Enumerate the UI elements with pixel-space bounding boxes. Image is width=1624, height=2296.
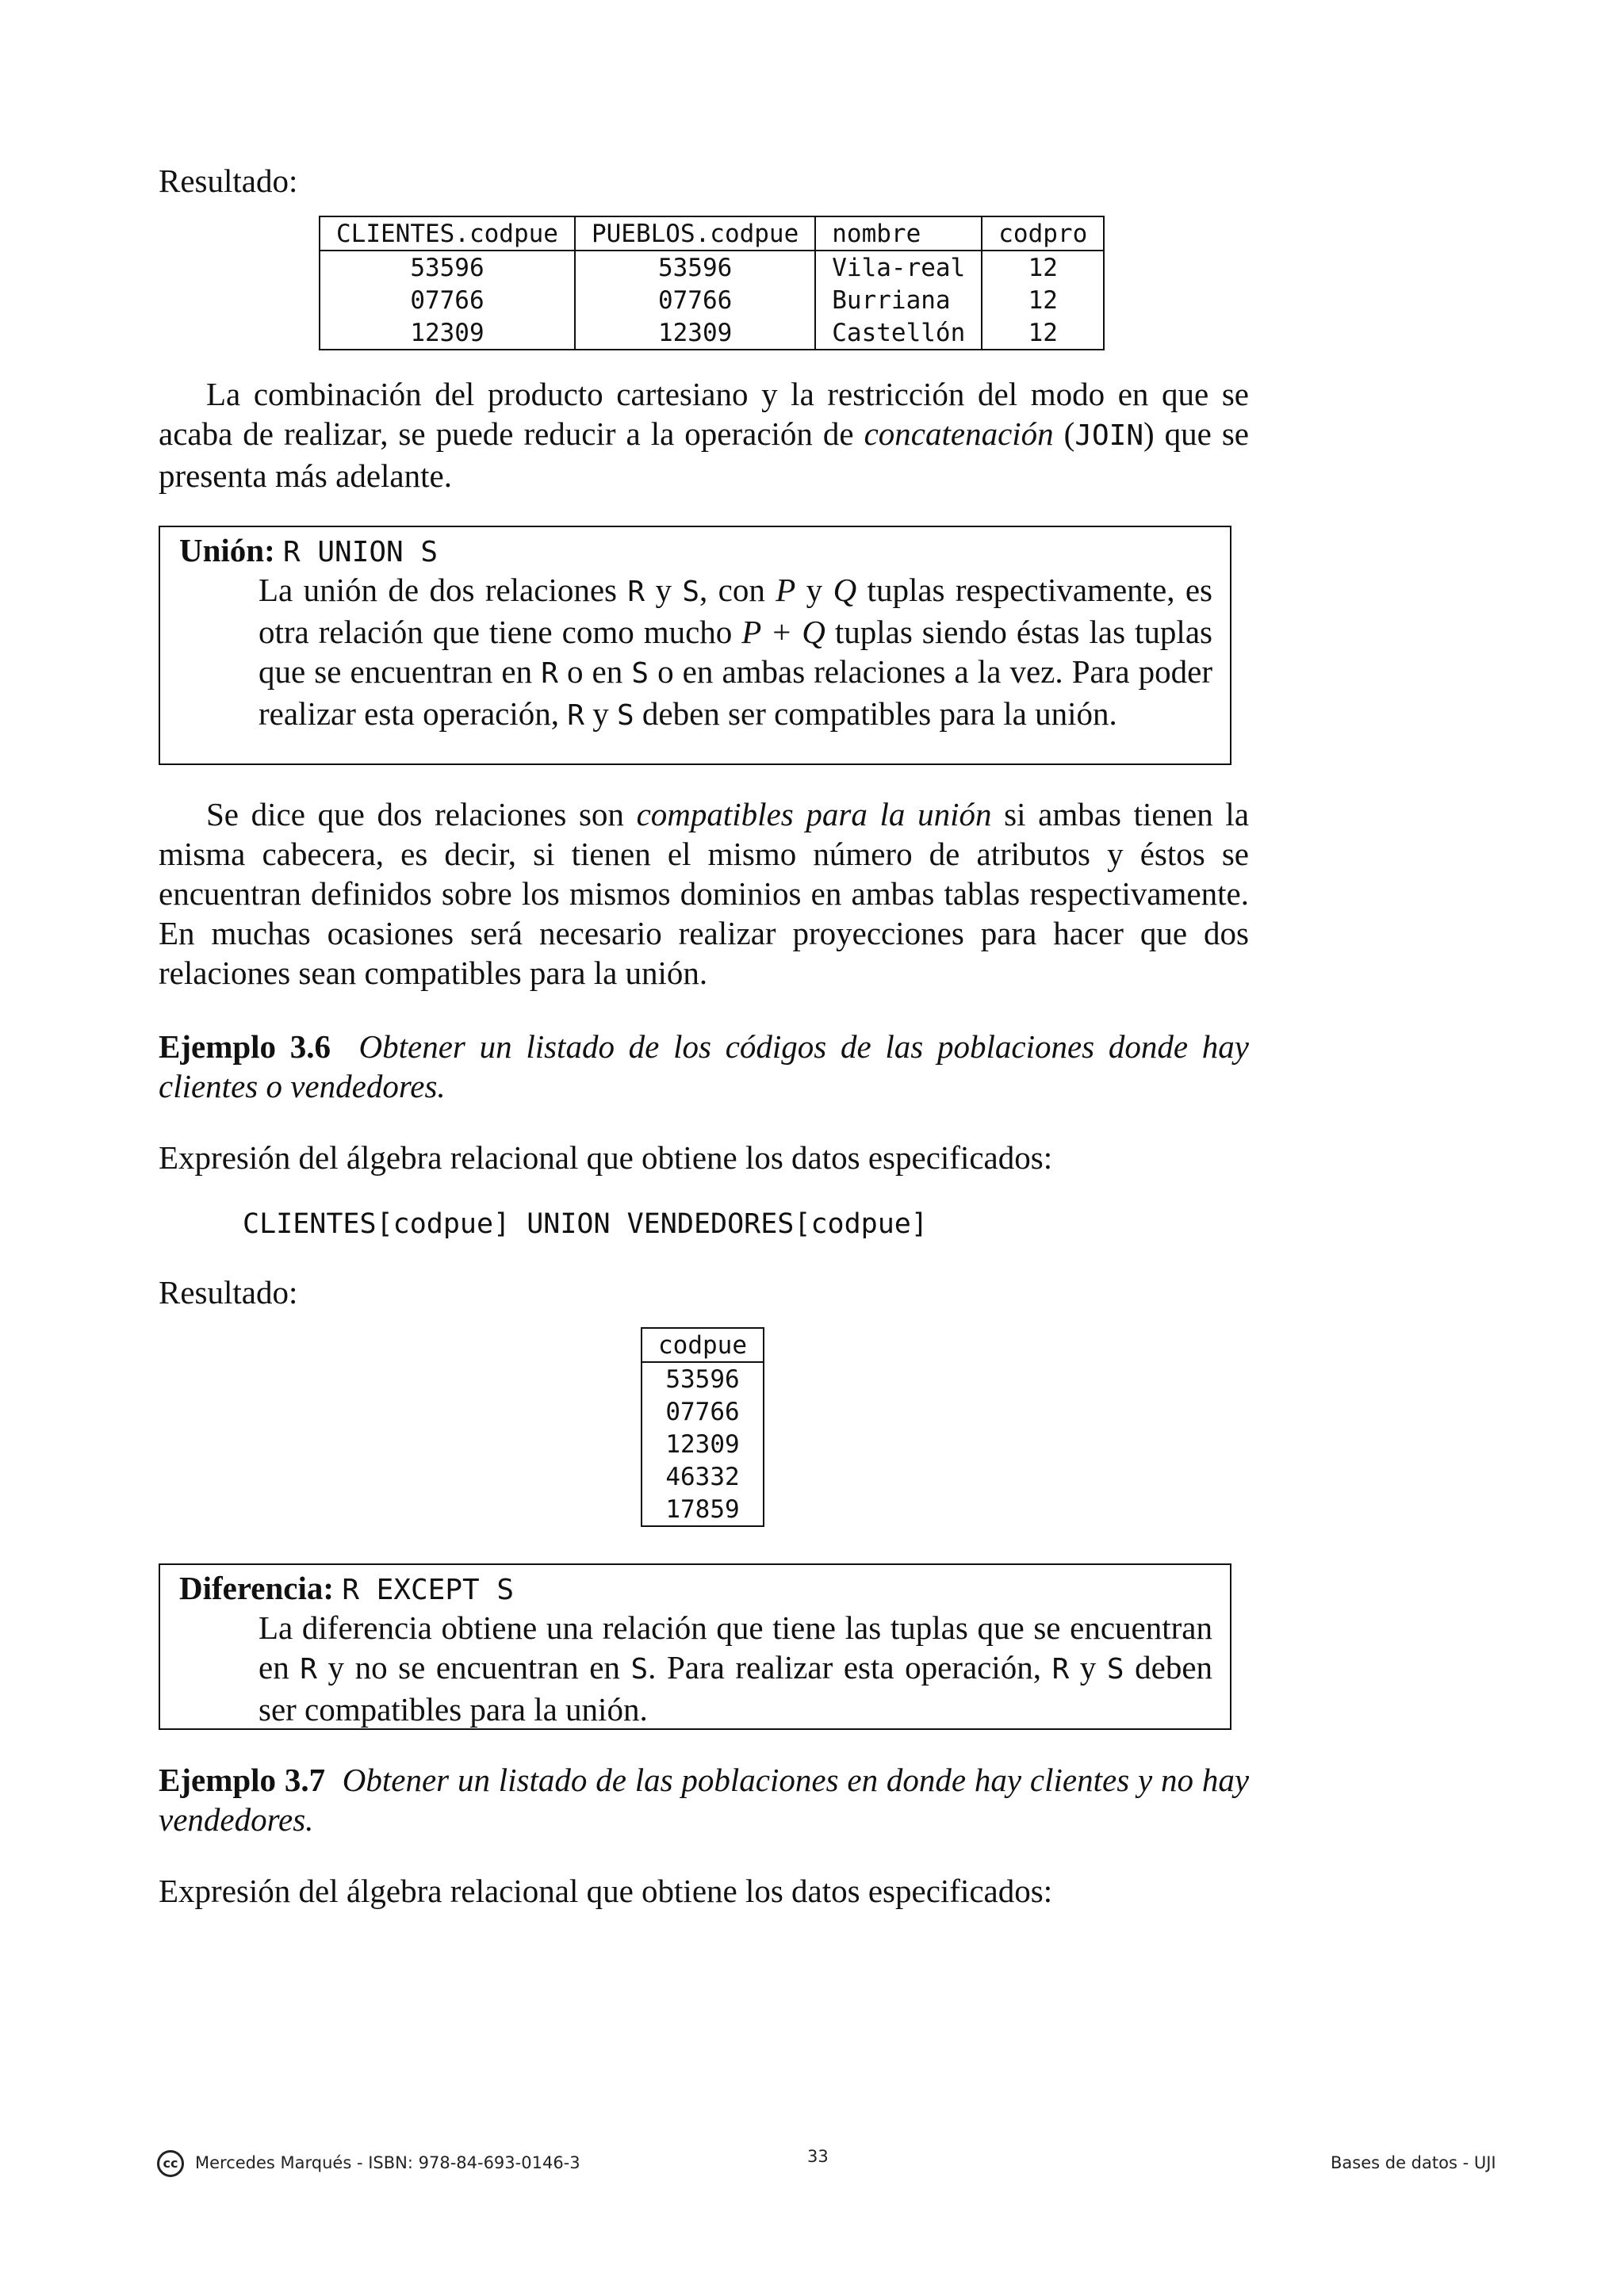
table-cell: 53596 xyxy=(320,251,575,284)
table-cell: 12 xyxy=(982,316,1104,350)
table-cell: 12309 xyxy=(320,316,575,350)
paragraph-join: La combinación del producto cartesiano y la restricción del modo en que se acaba de realizar, se puede reducir a la operación de concatenación (JOIN) que se presenta más adelante. xyxy=(159,376,1249,494)
table-row xyxy=(320,251,1104,284)
footer-author: Mercedes Marqués - ISBN: 978-84-693-0146-3 xyxy=(195,2153,580,2172)
creative-commons-icon: cc xyxy=(157,2150,184,2177)
column-header: codpue xyxy=(642,1328,764,1362)
definition-box-difference xyxy=(159,1563,1231,1730)
page-number: 33 xyxy=(807,2147,829,2166)
table-cell: Burriana xyxy=(815,284,982,316)
table-row xyxy=(320,316,1104,350)
table-row xyxy=(642,1460,764,1493)
table-row xyxy=(642,1493,764,1526)
result-table-union xyxy=(641,1327,764,1527)
table-cell: 07766 xyxy=(575,284,815,316)
definition-body: La unión de dos relaciones R y S, con P y Q tuplas respectivamente, es otra relación que tiene como mucho P + Q tuplas siendo éstas las tuplas que se encuentran en R o en S o en ambas relaciones a la vez. Para poder realizar esta operación, R y S deben ser compatibles para la unión. xyxy=(259,572,1213,732)
table-cell: Castellón xyxy=(815,316,982,350)
algebra-expression: CLIENTES[codpue] UNION VENDEDORES[codpue] xyxy=(243,1208,928,1240)
definition-body: La diferencia obtiene una relación que tiene las tuplas que se encuentran en R y no se encuentran en S. Para realizar esta operación, R y S deben ser compatibles para la unión. xyxy=(259,1609,1213,1728)
table-cell: 46332 xyxy=(642,1460,764,1493)
table-row xyxy=(320,284,1104,316)
result-table-join xyxy=(319,216,1105,350)
table-header-row xyxy=(320,216,1104,251)
table-cell: 53596 xyxy=(642,1362,764,1395)
definition-title: Unión: R UNION S xyxy=(179,532,439,568)
column-header: CLIENTES.codpue xyxy=(320,216,575,251)
result-label: Resultado: xyxy=(159,163,298,199)
column-header: nombre xyxy=(815,216,982,251)
table-cell: 17859 xyxy=(642,1493,764,1526)
column-header: codpro xyxy=(982,216,1104,251)
column-header: PUEBLOS.codpue xyxy=(575,216,815,251)
definition-title: Diferencia: R EXCEPT S xyxy=(179,1570,515,1606)
table-cell: 12 xyxy=(982,284,1104,316)
table-cell: 12309 xyxy=(642,1428,764,1460)
table-header-row xyxy=(642,1328,764,1362)
table-cell: Vila-real xyxy=(815,251,982,284)
expression-intro: Expresión del álgebra relacional que obtiene los datos especificados: xyxy=(159,1139,1053,1176)
example-3-7: Ejemplo 3.7 Obtener un listado de las poblaciones en donde hay clientes y no hay vendedores. xyxy=(159,1762,1250,1838)
table-row xyxy=(642,1395,764,1428)
table-cell: 07766 xyxy=(320,284,575,316)
paragraph-compatibility: Se dice que dos relaciones son compatibles para la unión si ambas tienen la misma cabecera, es decir, si tienen el mismo número de atributos y éstos se encuentran definidos sobre los mismos dominios en ambas tablas respectivamente. En muchas ocasiones será necesario realizar proyecciones para hacer que dos relaciones sean compatibles para la unión. xyxy=(159,796,1250,991)
result-label: Resultado: xyxy=(159,1274,298,1311)
definition-box-union xyxy=(159,526,1231,765)
example-3-6: Ejemplo 3.6 Obtener un listado de los códigos de las poblaciones donde hay clientes o vendedores. xyxy=(159,1028,1249,1104)
table-cell: 12 xyxy=(982,251,1104,284)
table-row xyxy=(642,1362,764,1395)
table-cell: 07766 xyxy=(642,1395,764,1428)
table-cell: 53596 xyxy=(575,251,815,284)
table-row xyxy=(642,1428,764,1460)
expression-intro: Expresión del álgebra relacional que obtiene los datos especificados: xyxy=(159,1873,1053,1909)
footer-book-title: Bases de datos - UJI xyxy=(1331,2153,1496,2172)
table-cell: 12309 xyxy=(575,316,815,350)
